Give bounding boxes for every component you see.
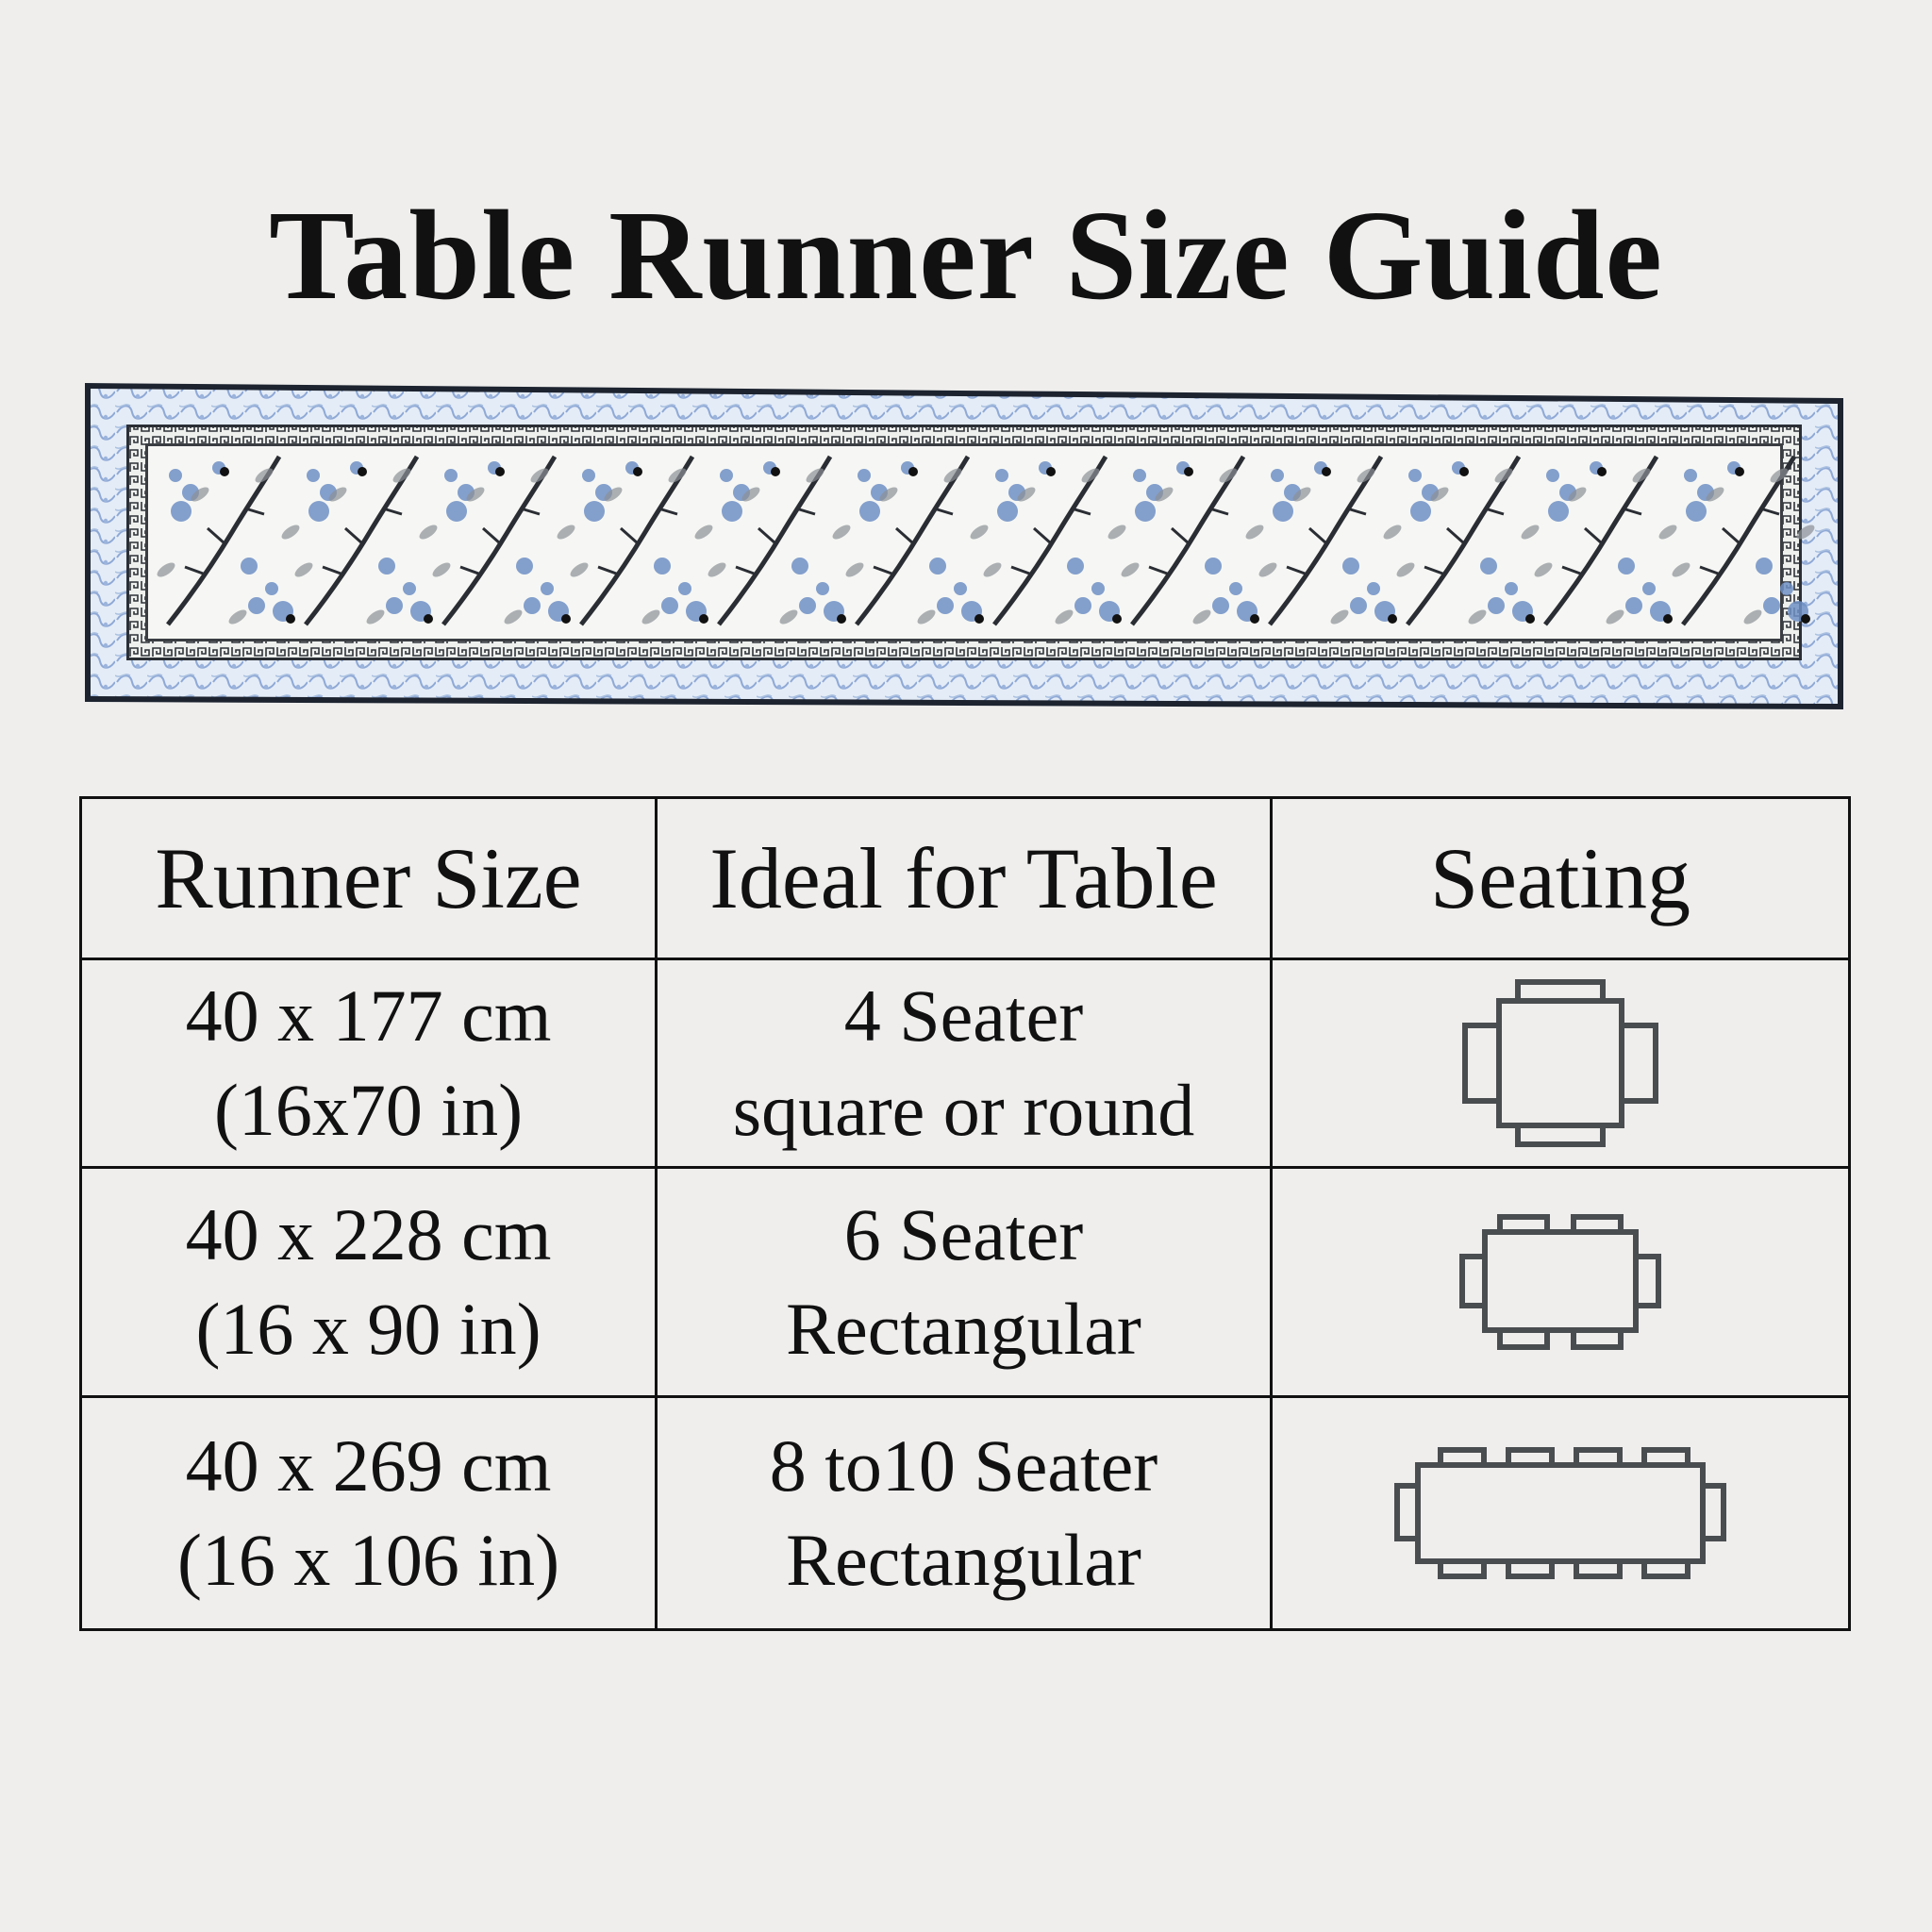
flower-motif: [308, 501, 329, 522]
flower-motif: [541, 582, 554, 595]
flower-motif: [248, 597, 265, 614]
flower-motif: [1133, 469, 1146, 482]
flower-motif: [1548, 501, 1569, 522]
flower-motif: [403, 582, 416, 595]
flower-motif: [1074, 597, 1091, 614]
flower-motif: [1205, 558, 1222, 575]
ideal-table-cell: [657, 959, 1272, 1168]
dot-motif: [1046, 467, 1056, 476]
dot-motif: [771, 467, 780, 476]
table-shape: Rectangular: [786, 1288, 1141, 1370]
flower-motif: [1618, 558, 1635, 575]
flower-motif: [1686, 501, 1707, 522]
dot-motif: [1801, 614, 1810, 624]
table-shape: square or round: [732, 1069, 1195, 1151]
dot-motif: [699, 614, 708, 624]
seating-cell: [1272, 1397, 1850, 1630]
flower-motif: [1350, 597, 1367, 614]
flower-motif: [524, 597, 541, 614]
flower-motif: [858, 469, 871, 482]
header-seating: Seating: [1272, 798, 1850, 959]
dot-motif: [633, 467, 642, 476]
flower-motif: [1642, 582, 1656, 595]
ideal-table-cell: [657, 1168, 1272, 1397]
ten-seater-table-icon: [1391, 1444, 1729, 1582]
seater-count: 8 to10 Seater: [769, 1424, 1158, 1507]
four-seater-table-icon: [1459, 976, 1661, 1150]
flower-motif: [1410, 501, 1431, 522]
runner-size-cell: [81, 1397, 657, 1630]
dot-motif: [1525, 614, 1535, 624]
flower-motif: [720, 469, 733, 482]
flower-motif: [171, 501, 192, 522]
flower-motif: [241, 558, 258, 575]
flower-motif: [799, 597, 816, 614]
dot-motif: [1388, 614, 1397, 624]
runner-size-cell: [81, 1168, 657, 1397]
flower-motif: [169, 469, 182, 482]
size-in: (16 x 90 in): [195, 1288, 541, 1370]
seater-count: 4 Seater: [843, 974, 1084, 1057]
flower-motif: [1212, 597, 1229, 614]
dot-motif: [974, 614, 984, 624]
flower-motif: [791, 558, 808, 575]
flower-motif: [997, 501, 1018, 522]
flower-motif: [1756, 558, 1773, 575]
six-seater-table-icon: [1457, 1211, 1664, 1353]
table-runner-illustration: [83, 381, 1847, 713]
table-header-row: [81, 798, 1850, 959]
size-cm: 40 x 269 cm: [185, 1424, 552, 1507]
flower-motif: [1408, 469, 1422, 482]
flower-motif: [1625, 597, 1642, 614]
flower-motif: [444, 469, 458, 482]
dot-motif: [908, 467, 918, 476]
dot-motif: [220, 467, 229, 476]
dot-motif: [1735, 467, 1744, 476]
flower-motif: [265, 582, 278, 595]
dot-motif: [1184, 467, 1193, 476]
flower-motif: [1342, 558, 1359, 575]
flower-motif: [1271, 469, 1284, 482]
dot-motif: [286, 614, 295, 624]
dot-motif: [1597, 467, 1607, 476]
flower-motif: [1505, 582, 1518, 595]
dot-motif: [358, 467, 367, 476]
dot-motif: [1250, 614, 1259, 624]
flower-motif: [654, 558, 671, 575]
flower-motif: [816, 582, 829, 595]
flower-motif: [722, 501, 742, 522]
flower-motif: [1273, 501, 1293, 522]
flower-motif: [1091, 582, 1105, 595]
flower-motif: [1488, 597, 1505, 614]
dot-motif: [1459, 467, 1469, 476]
dot-motif: [1112, 614, 1122, 624]
page-title: Table Runner Size Guide: [269, 185, 1663, 326]
flower-motif: [929, 558, 946, 575]
dot-motif: [1663, 614, 1673, 624]
dot-motif: [495, 467, 505, 476]
runner-size-cell: [81, 959, 657, 1168]
flower-motif: [1546, 469, 1559, 482]
flower-motif: [1135, 501, 1156, 522]
flower-motif: [859, 501, 880, 522]
size-cm: 40 x 228 cm: [185, 1193, 552, 1275]
flower-motif: [1684, 469, 1697, 482]
flower-motif: [1763, 597, 1780, 614]
flower-motif: [516, 558, 533, 575]
ideal-table-cell: [657, 1397, 1272, 1630]
flower-motif: [1780, 582, 1793, 595]
seating-cell: [1272, 959, 1850, 1168]
header-runner-size: Runner Size: [81, 798, 657, 959]
flower-motif: [954, 582, 967, 595]
flower-motif: [937, 597, 954, 614]
flower-motif: [386, 597, 403, 614]
flower-motif: [584, 501, 605, 522]
flower-motif: [995, 469, 1008, 482]
flower-motif: [1367, 582, 1380, 595]
flower-motif: [446, 501, 467, 522]
flower-motif: [307, 469, 320, 482]
size-guide-table: [79, 796, 1851, 1631]
dot-motif: [424, 614, 433, 624]
seating-cell: [1272, 1168, 1850, 1397]
flower-motif: [1480, 558, 1497, 575]
table-row: [81, 959, 1850, 1168]
flower-motif: [661, 597, 678, 614]
flower-motif: [1229, 582, 1242, 595]
dot-motif: [1322, 467, 1331, 476]
dot-motif: [561, 614, 571, 624]
flower-motif: [378, 558, 395, 575]
size-cm: 40 x 177 cm: [185, 974, 552, 1057]
size-in: (16 x 106 in): [176, 1519, 560, 1601]
table-row: [81, 1397, 1850, 1630]
flower-motif: [1067, 558, 1084, 575]
table-shape: Rectangular: [786, 1519, 1141, 1601]
table-runner-photo: [83, 381, 1847, 713]
flower-motif: [582, 469, 595, 482]
table-row: [81, 1168, 1850, 1397]
dot-motif: [837, 614, 846, 624]
header-ideal-for-table: Ideal for Table: [657, 798, 1272, 959]
flower-motif: [678, 582, 691, 595]
size-in: (16x70 in): [213, 1069, 524, 1151]
seater-count: 6 Seater: [843, 1193, 1084, 1275]
